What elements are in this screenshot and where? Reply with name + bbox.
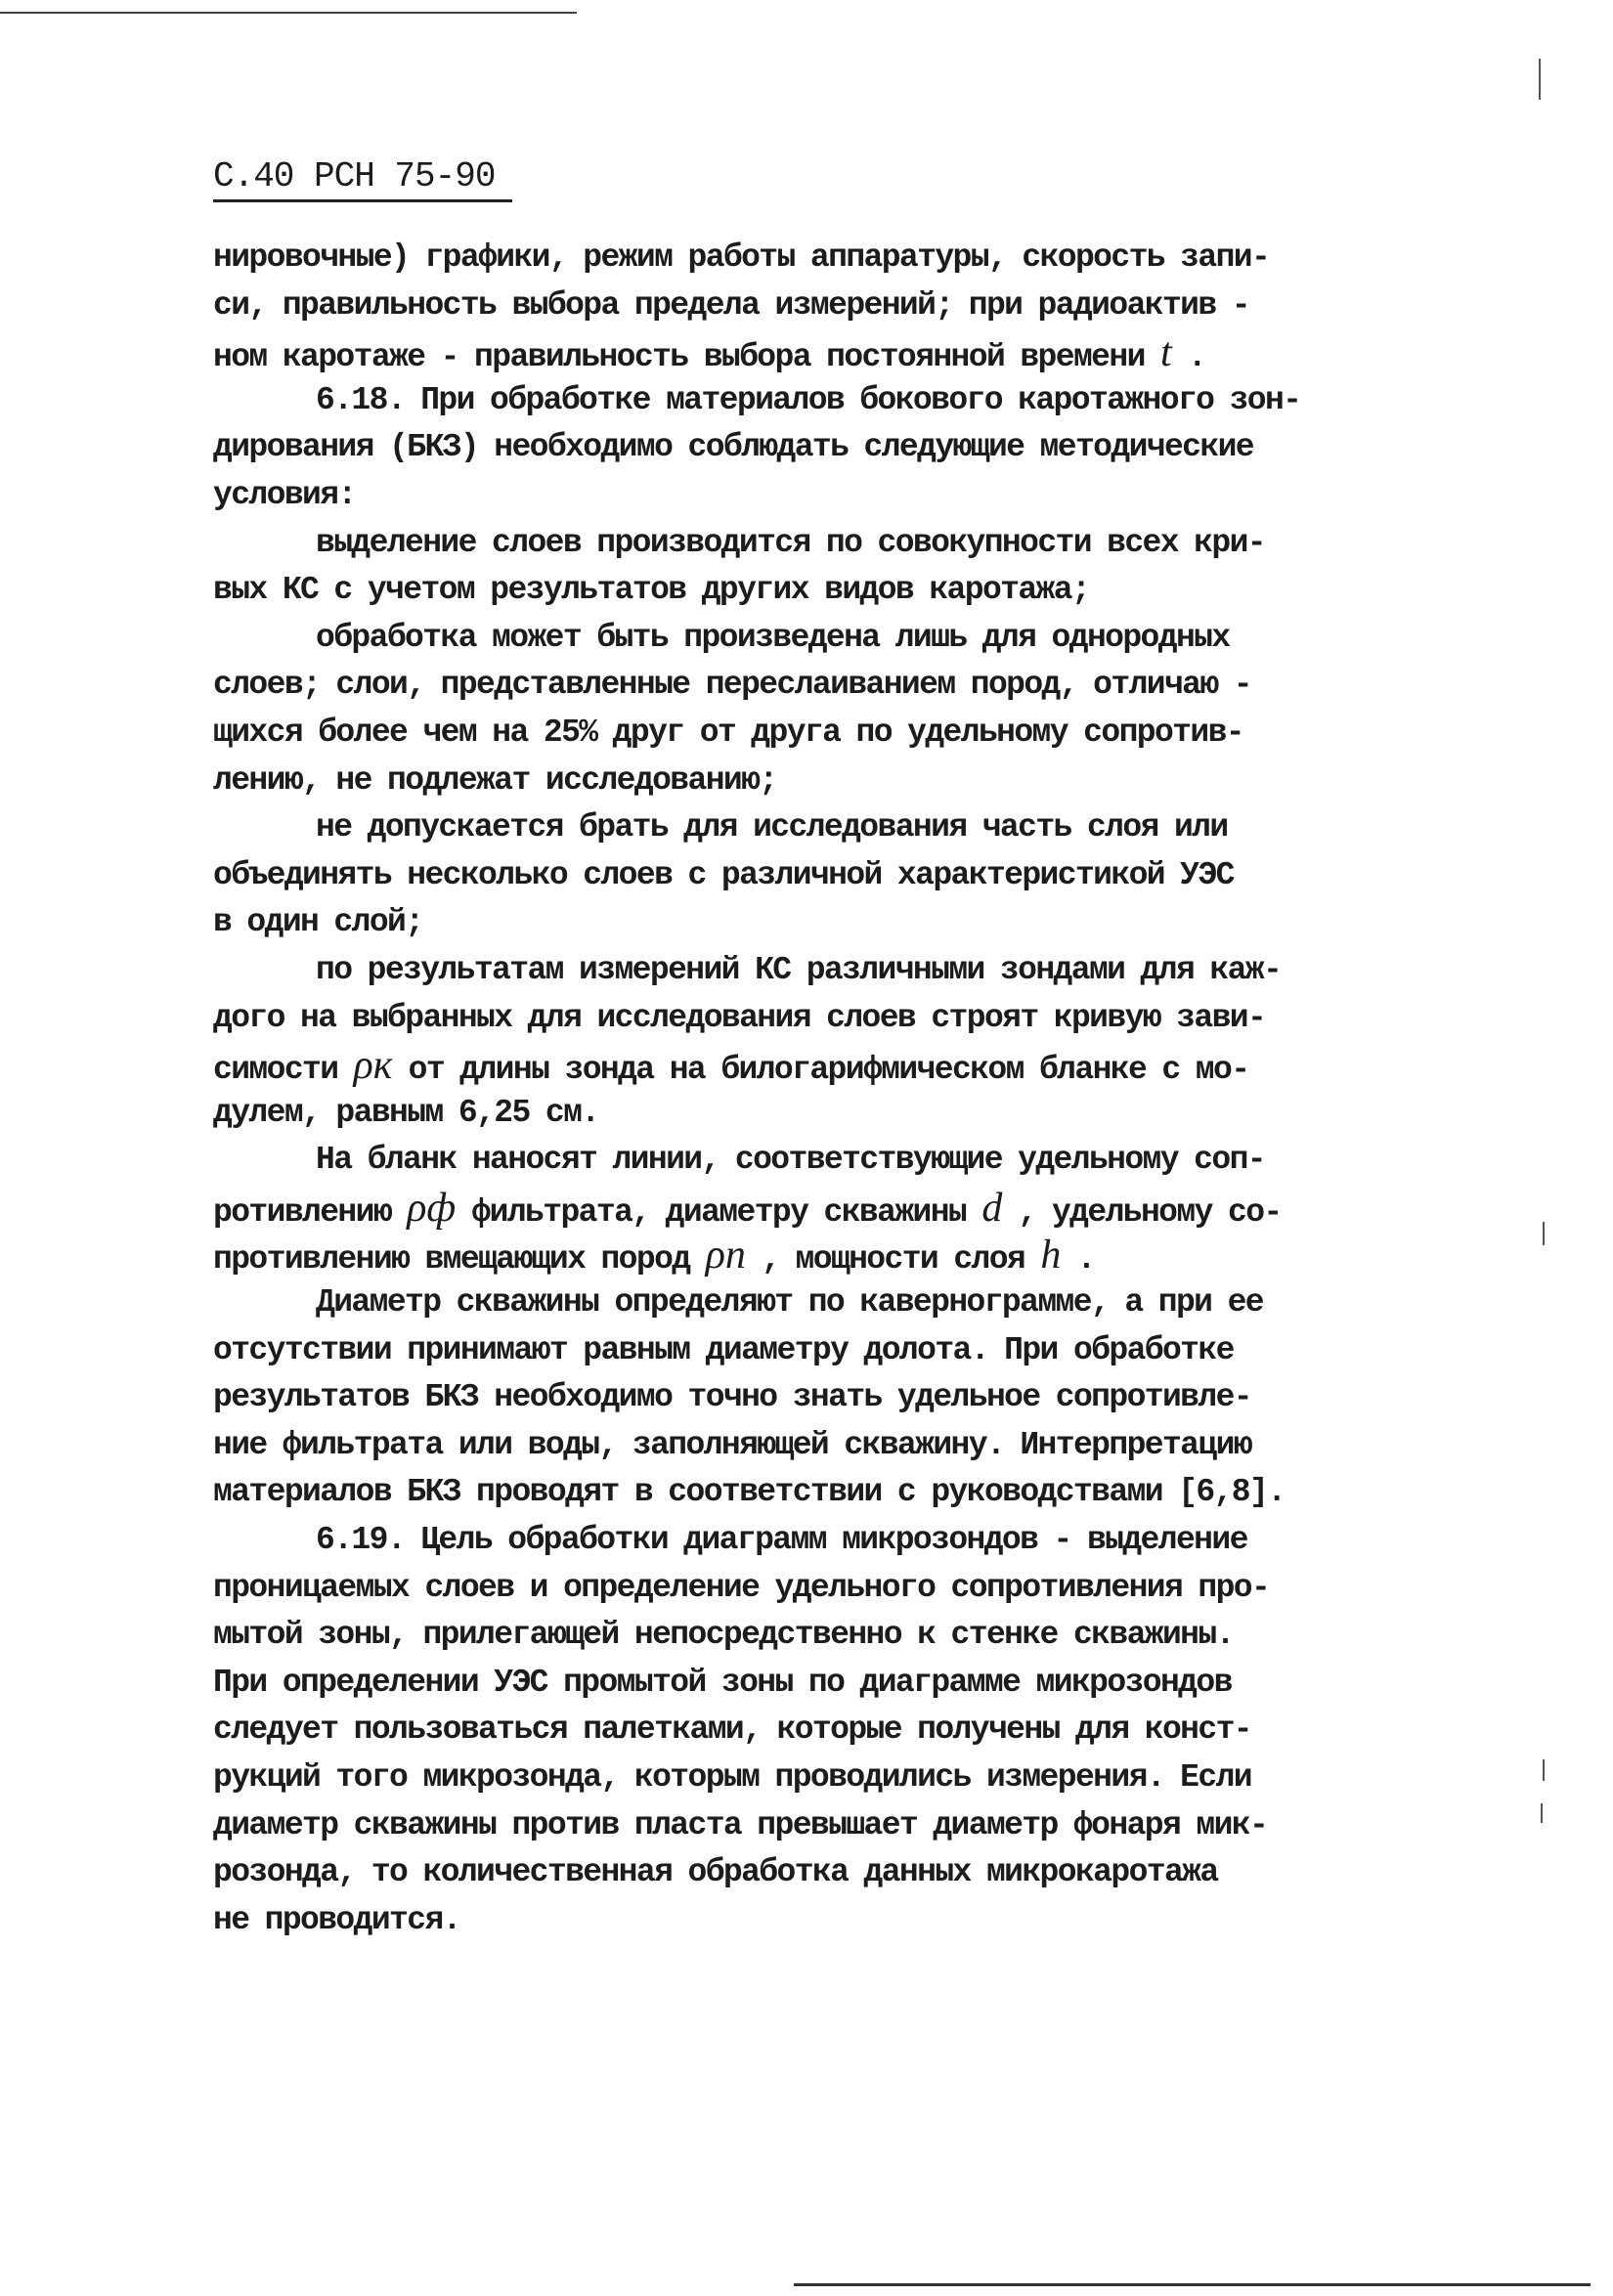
text-line: На бланк наносят линии, соответствующие удельному соп-: [316, 1142, 1265, 1179]
text-line: ном каротаже - правильность выбора постоянной времени t .: [213, 330, 1206, 376]
symbol-rho-n: ρп: [705, 1233, 746, 1278]
text-line: ротивлению ρф фильтрата, диаметру скважины d , удельному со-: [213, 1185, 1282, 1231]
text-line: розонда, то количественная обработка данных микрокаротажа: [213, 1854, 1218, 1891]
text-line: слоев; слои, представленные переслаиванием пород, отличаю -: [213, 667, 1251, 704]
symbol-t: t: [1159, 330, 1172, 376]
margin-mark: [1543, 1222, 1545, 1245]
text-line: противлению вмещающих пород ρп , мощности слоя h .: [213, 1233, 1095, 1278]
margin-mark: [1539, 59, 1541, 100]
text-line: рукций того микрозонда, которым проводились измерения. Если: [213, 1759, 1251, 1796]
text-line: обработка может быть произведена лишь для однородных: [316, 619, 1230, 656]
text-line: дирования (БКЗ) необходимо соблюдать следующие методические: [213, 429, 1253, 466]
text-line: следует пользоваться палетками, которые получены для конст-: [213, 1711, 1251, 1749]
text-line: не проводится.: [213, 1901, 460, 1938]
symbol-rho-f: ρф: [407, 1185, 457, 1231]
symbol-d: d: [981, 1185, 1003, 1231]
text-line: дого на выбранных для исследования слоев строят кривую зави-: [213, 999, 1266, 1036]
text-line: симости ρк от длины зонда на билогарифмическом бланке с мо-: [213, 1043, 1249, 1089]
section-6-19: 6.19. Цель обработки диаграмм микрозондов - выделение: [316, 1522, 1247, 1559]
text-line: щихся более чем на 25% друг от друга по удельному сопротив-: [213, 714, 1243, 751]
text-line: лению, не подлежат исследованию;: [213, 761, 777, 799]
text-line: ние фильтрата или воды, заполняющей скважину. Интерпретацию: [213, 1426, 1251, 1463]
text-line: нировочные) графики, режим работы аппаратуры, скорость запи-: [213, 239, 1270, 276]
text-line: диаметр скважины против пласта превышает диаметр фонаря мик-: [213, 1806, 1268, 1843]
text-line: си, правильность выбора предела измерений; при радиоактив -: [213, 286, 1249, 324]
bottom-scan-rule: [794, 2283, 1591, 2286]
margin-mark: [1541, 1803, 1543, 1823]
text-line: вых КС с учетом результатов других видов каротажа;: [213, 572, 1090, 609]
text-line: результатов БКЗ необходимо точно знать удельное сопротивле-: [213, 1379, 1251, 1416]
section-6-18: 6.18. При обработке материалов бокового каротажного зон-: [316, 381, 1301, 418]
top-scan-rule: [0, 12, 577, 14]
text-line: дулем, равным 6,25 см.: [213, 1094, 599, 1131]
text-line: выделение слоев производится по совокупности всех кри-: [316, 524, 1265, 561]
text-line: в один слой;: [213, 904, 423, 941]
text-line: проницаемых слоев и определение удельного сопротивления про-: [213, 1569, 1270, 1606]
document-body: [213, 235, 1425, 1944]
text-line: по результатам измерений КС различными зондами для каж-: [316, 951, 1282, 988]
text-line: мытой зоны, прилегающей непосредственно к стенке скважины.: [213, 1617, 1234, 1654]
text-line: условия:: [213, 476, 356, 513]
margin-mark: [1543, 1759, 1545, 1781]
text-line: не допускается брать для исследования часть слоя или: [316, 809, 1228, 846]
reference: [6,8]: [1178, 1474, 1268, 1511]
text-line: отсутствии принимают равным диаметру долота. При обработке: [213, 1331, 1234, 1368]
text-line: Диаметр скважины определяют по кавернограмме, а при ее: [316, 1284, 1263, 1321]
symbol-h: h: [1040, 1233, 1062, 1278]
text-line: материалов БКЗ проводят в соответствии с руководствами [6,8].: [213, 1474, 1286, 1511]
page-header: С.40 РСН 75-90: [213, 156, 496, 196]
text-line: объединять несколько слоев с различной характеристикой УЭС: [213, 856, 1234, 893]
symbol-rho-k: ρк: [353, 1043, 393, 1089]
text-line: При определении УЭС промытой зоны по диаграмме микрозондов: [213, 1664, 1232, 1701]
